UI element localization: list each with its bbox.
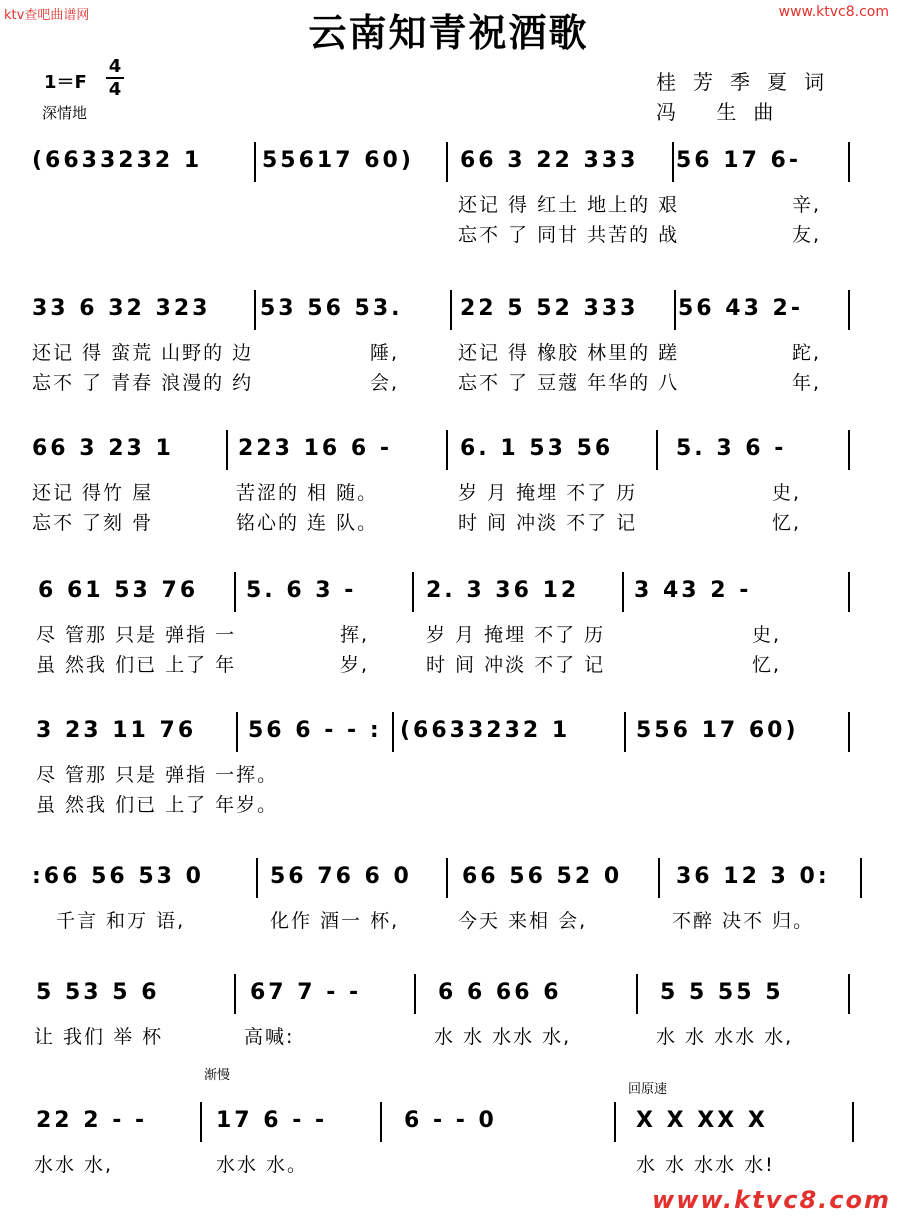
barline [236, 712, 238, 752]
barline [380, 1102, 382, 1142]
lyric-segment: 跎, [792, 342, 822, 364]
notes-measure: 223 16 6 - [238, 436, 392, 461]
lyric-segment: 水 水 水水 水! [636, 1154, 775, 1176]
lyric-segment: 水 水 水水 水, [656, 1026, 794, 1048]
composer-credit: 冯 生曲 [656, 100, 791, 124]
lyric-segment: 年, [792, 372, 822, 394]
barline [848, 572, 850, 612]
notes-measure: 55617 60) [262, 148, 414, 173]
lyric-segment: 陲, [370, 342, 400, 364]
lyric-segment: 岁 月 掩埋 不了 历 [426, 624, 606, 646]
lyric-segment: 苦涩的 相 随。 [236, 482, 379, 504]
barline [848, 430, 850, 470]
notes-measure: X X XX X [636, 1108, 768, 1133]
notes-measure: 556 17 60) [636, 718, 799, 743]
notes-measure: 56 43 2- [678, 296, 803, 321]
notes-measure: 67 7 - - [250, 980, 362, 1005]
barline [446, 858, 448, 898]
lyric-segment: 岁 月 掩埋 不了 历 [458, 482, 638, 504]
notes-measure: (6633232 1 [400, 718, 571, 743]
lyric-segment: 还记 得 橡胶 林里的 蹉 [458, 342, 680, 364]
lyric-segment: 尽 管那 只是 弹指 一 [36, 624, 237, 646]
lyric-segment: 化作 酒一 杯, [270, 910, 400, 932]
notes-measure: 3 43 2 - [634, 578, 752, 603]
barline [234, 572, 236, 612]
barline [200, 1102, 202, 1142]
notes-measure: 22 5 52 333 [460, 296, 639, 321]
lyric-segment: 水水 水。 [216, 1154, 309, 1176]
time-signature-bottom: 4 [108, 79, 122, 100]
barline [254, 290, 256, 330]
barline [414, 974, 416, 1014]
lyric-segment: 忆, [752, 654, 782, 676]
notes-measure: 5. 6 3 - [246, 578, 357, 603]
notes-measure: :66 56 53 0 [32, 864, 204, 889]
notes-measure: 5 53 5 6 [36, 980, 160, 1005]
lyric-segment: 岁, [340, 654, 370, 676]
watermark-right: www.ktvc8.com [778, 4, 889, 20]
lyric-segment: 还记 得竹 屋 [32, 482, 154, 504]
lyric-segment: 水水 水, [34, 1154, 114, 1176]
barline [622, 572, 624, 612]
lyric-segment: 挥, [340, 624, 370, 646]
barline [614, 1102, 616, 1142]
notes-measure: 66 56 52 0 [462, 864, 623, 889]
notes-measure: 33 6 32 323 [32, 296, 211, 321]
notes-measure: (6633232 1 [32, 148, 203, 173]
notes-measure: 17 6 - - [216, 1108, 328, 1133]
barline [658, 858, 660, 898]
barline [672, 142, 674, 182]
notes-measure: 6 6 66 6 [438, 980, 562, 1005]
lyric-segment: 会, [370, 372, 400, 394]
lyric-segment: 忘不 了 豆蔻 年华的 八 [458, 372, 680, 394]
barline [636, 974, 638, 1014]
tempo-marking: 深情地 [42, 104, 88, 122]
notes-measure: 5 5 55 5 [660, 980, 784, 1005]
time-signature-top: 4 [108, 56, 122, 77]
lyric-segment: 千言 和万 语, [56, 910, 186, 932]
notes-measure: 56 6 - - : [248, 718, 382, 743]
lyric-segment: 还记 得 蛮荒 山野的 边 [32, 342, 254, 364]
notes-measure: 22 2 - - [36, 1108, 148, 1133]
lyric-segment: 友, [792, 224, 822, 246]
barline [412, 572, 414, 612]
barline [392, 712, 394, 752]
lyric-segment: 忘不 了刻 骨 [32, 512, 154, 534]
barline [254, 142, 256, 182]
notes-measure: 6 - - 0 [404, 1108, 497, 1133]
lyric-segment: 史, [752, 624, 782, 646]
lyric-segment: 还记 得 红土 地上的 艰 [458, 194, 680, 216]
notes-measure: 66 3 22 333 [460, 148, 639, 173]
notes-measure: 56 17 6- [676, 148, 801, 173]
lyric-segment: 忘不 了 同甘 共苦的 战 [458, 224, 680, 246]
time-signature [104, 56, 126, 100]
barline [860, 858, 862, 898]
lyric-segment: 今天 来相 会, [458, 910, 588, 932]
lyricist-credit: 桂芳季夏词 [656, 70, 841, 94]
notes-measure: 3 23 11 76 [36, 718, 197, 743]
barline [446, 430, 448, 470]
lyric-segment: 史, [772, 482, 802, 504]
barline [656, 430, 658, 470]
barline [848, 712, 850, 752]
barline [848, 974, 850, 1014]
lyric-segment: 虽 然我 们已 上了 年 [36, 654, 237, 676]
watermark-left: ktv查吧曲谱网 [4, 8, 90, 23]
lyric-segment: 高喊: [244, 1026, 295, 1048]
barline [624, 712, 626, 752]
notes-measure: 2. 3 36 12 [426, 578, 580, 603]
barline [848, 290, 850, 330]
notes-measure: 6. 1 53 56 [460, 436, 614, 461]
notes-measure: 36 12 3 0: [676, 864, 830, 889]
lyric-segment: 忆, [772, 512, 802, 534]
footer-watermark: www.ktvc8.com [652, 1186, 891, 1214]
notes-measure: 6 61 53 76 [38, 578, 199, 603]
lyric-segment: 虽 然我 们已 上了 年岁。 [36, 794, 279, 816]
lyric-segment: 时 间 冲淡 不了 记 [426, 654, 606, 676]
lyric-segment: 水 水 水水 水, [434, 1026, 572, 1048]
ritardando-marking: 渐慢 [204, 1068, 231, 1083]
song-title: 云南知青祝酒歌 [308, 10, 589, 55]
barline [446, 142, 448, 182]
barline [848, 142, 850, 182]
barline [852, 1102, 854, 1142]
lyric-segment: 铭心的 连 队。 [236, 512, 379, 534]
barline [234, 974, 236, 1014]
lyric-segment: 尽 管那 只是 弹指 一挥。 [36, 764, 279, 786]
notes-measure: 53 56 53. [260, 296, 403, 321]
lyric-segment: 辛, [792, 194, 822, 216]
barline [674, 290, 676, 330]
lyric-segment: 让 我们 举 杯 [34, 1026, 164, 1048]
notes-measure: 56 76 6 0 [270, 864, 412, 889]
notes-measure: 66 3 23 1 [32, 436, 174, 461]
barline [450, 290, 452, 330]
barline [226, 430, 228, 470]
a-tempo-marking: 回原速 [628, 1082, 668, 1097]
lyric-segment: 时 间 冲淡 不了 记 [458, 512, 638, 534]
key-signature: 1＝F [44, 72, 87, 93]
notes-measure: 5. 3 6 - [676, 436, 787, 461]
lyric-segment: 忘不 了 青春 浪漫的 约 [32, 372, 254, 394]
lyric-segment: 不醉 决不 归。 [672, 910, 815, 932]
barline [256, 858, 258, 898]
